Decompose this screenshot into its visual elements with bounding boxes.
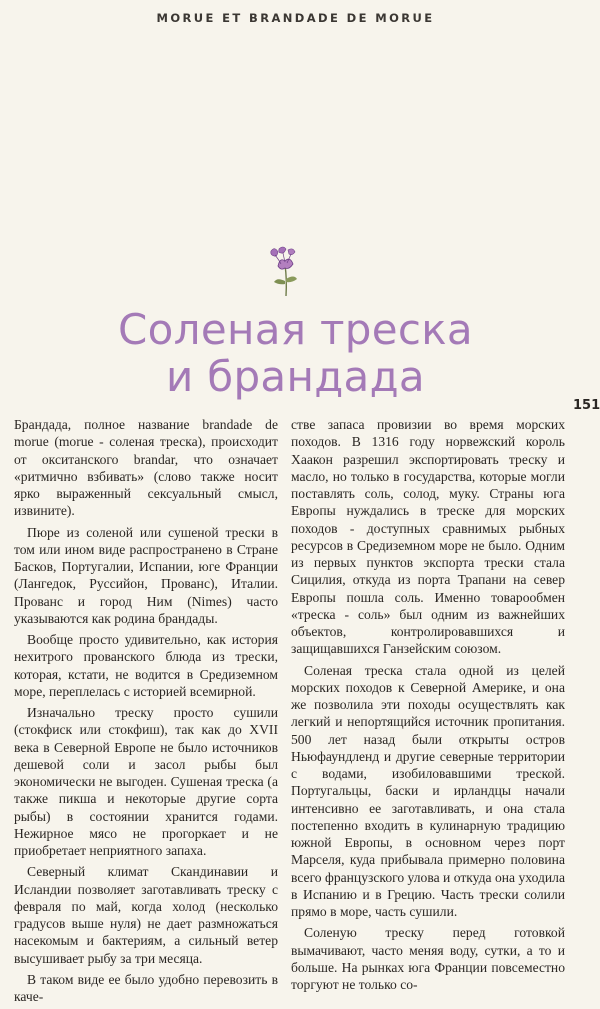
right-column <box>291 416 565 997</box>
page-title <box>0 306 591 400</box>
title-line-2: и брандада <box>166 352 425 401</box>
paragraph: стве запаса провизии во время морских походов. В 1316 году норвежский король Хаакон разрешил экспортировать треску и масло, но только в государства, которые могли поставлять соль, солод, муку. Страны юга Европы нуждались в треске для морских походов - доступных сравнимых рыбных ресурсов в Средиземном море не было. Одним из первых пунктов экспорта трески стала Сицилия, откуда из порта Трапани на север Европы пошла соль. Именно товарообмен «треска - соль» был одним из важнейших объектов, контролировавшихся и защищавшихся Ганзейским союзом. <box>291 417 565 657</box>
paragraph: В таком виде ее было удобно перевозить в каче- <box>14 971 278 1004</box>
running-head: MORUE ET BRANDADE DE MORUE <box>156 11 435 25</box>
paragraph: Вообще просто удивительно, как история нехитрого прованского блюда из трески, которая, кстати, не водится в Средиземном море, переплелась с историей всемирной. <box>14 632 278 699</box>
paragraph: Соленая треска стала одной из целей морских походов к Северной Америке, и она же позволила эти походы осуществлять как легкий и непортящийся источник пропитания. 500 лет назад были открыты остров Ньюфаундленд и другие северные территории с водами, изобиловавшими треской. Португальцы, баски и ирландцы начали интенсивно ее заготавливать, и она стала постепенно входить в кулинарную традицию южной Европы, в основном через порт Марселя, куда прибывала примерно половина всего французского улова и откуда она уходила в Испанию и в Грецию. Часть трески солили прямо в море, часть сушили. <box>291 662 565 919</box>
flower-icon <box>267 245 303 297</box>
title-line-1: Соленая треска <box>118 305 473 354</box>
paragraph: Пюре из соленой или сушеной трески в том или ином виде распространено в Стране Басков, Португалии, Испании, юге Франции (Лангедок, Руссийон, Прованс), Италии. Прованс и город Ним (Nimes) часто указываются как родина брандады. <box>14 524 278 626</box>
paragraph: Изначально треску просто сушили (стокфиск или стокфиш), так как до XVII века в Северной Европе не было источников дешевой соли и засол рыбы был экономически не выгоден. Сушеная треска (а также пикша и некоторые другие сорта рыбы) в состоянии хранится годами. Нежирное мясо не прогоркает и не приобретает неприятного запаха. <box>14 705 278 858</box>
page-number: 151 <box>573 398 600 413</box>
paragraph: Брандада, полное название brandade de morue (morue - соленая треска), происходит от окситанского brandar, что означает «ритмично взбивать» (слово также носит ярко выраженный сексуальный смысл, извините). <box>14 417 278 519</box>
left-column <box>14 416 278 1009</box>
paragraph: Северный климат Скандинавии и Исландии позволяет заготавливать треску с февраля по май, когда холод (несколько градусов выше нуля) не дает размножаться насекомым и бактериям, а сильный ветер высушивает рыбу за три месяца. <box>14 864 278 966</box>
paragraph: Соленую треску перед готовкой вымачивают, часто меняя воду, сутки, а то и больше. На рынках юга Франции повсеместно торгуют не только со- <box>291 925 565 992</box>
